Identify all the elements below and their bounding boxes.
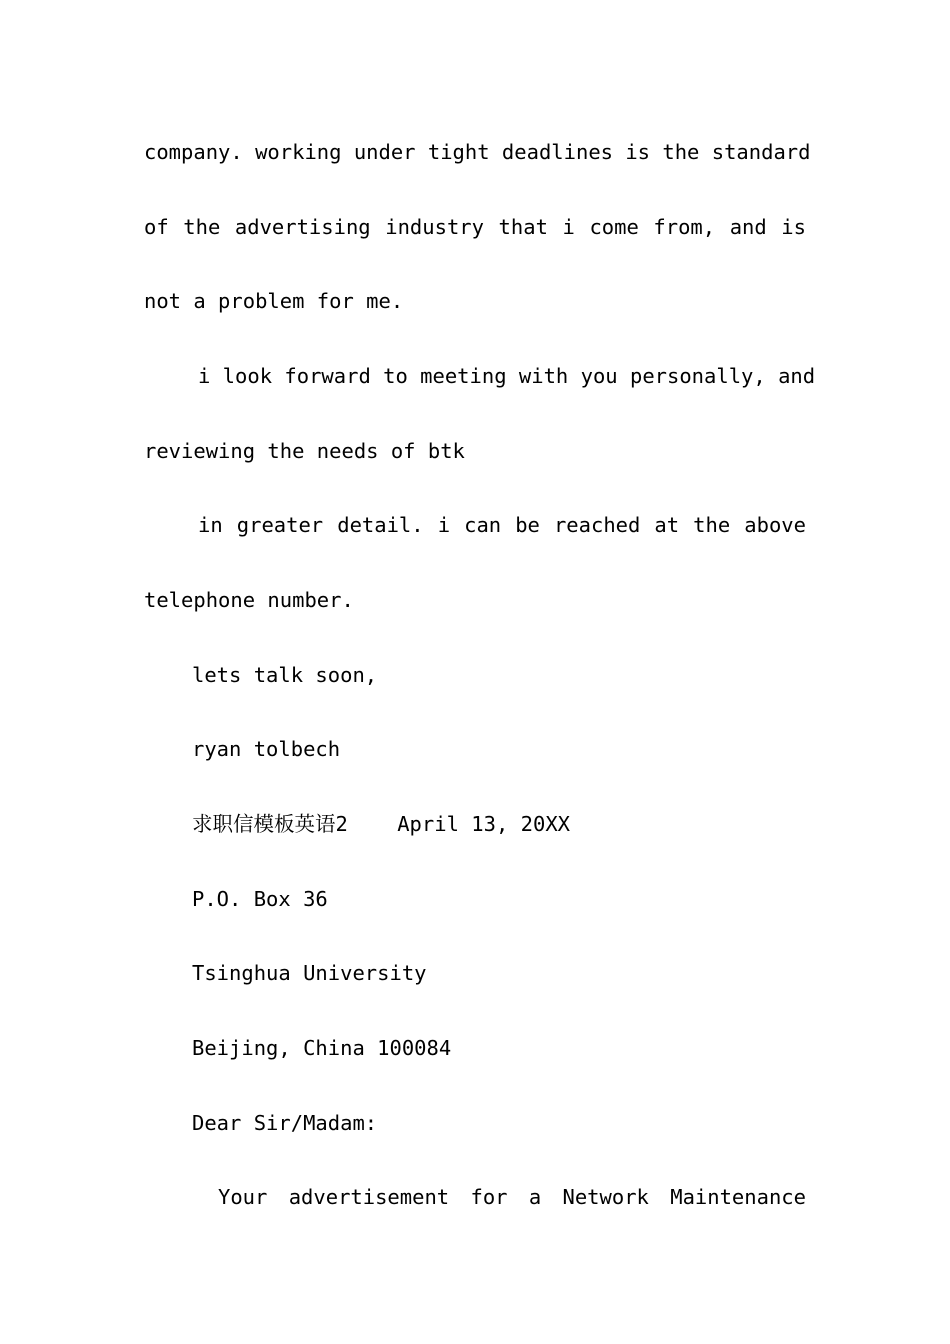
paragraph-line: reviewing the needs of btk (144, 439, 465, 463)
signature-name: ryan tolbech (192, 737, 341, 761)
paragraph-line: Your advertisement for a Network Maintenance (218, 1185, 806, 1209)
paragraph-line: i look forward to meeting with you personally, and (198, 364, 816, 388)
paragraph-line: of the advertising industry that i come from, and is (144, 215, 806, 239)
paragraph-line: not a problem for me. (144, 289, 404, 313)
salutation: Dear Sir/Madam: (192, 1111, 378, 1135)
address-line: Beijing, China 100084 (192, 1036, 452, 1060)
address-line: Tsinghua University (192, 961, 427, 985)
paragraph-line: in greater detail. i can be reached at the above (198, 513, 806, 537)
paragraph-line: telephone number. (144, 588, 354, 612)
closing-line: lets talk soon, (192, 663, 378, 687)
paragraph-line: company. working under tight deadlines is the standard (144, 140, 811, 164)
section-heading-date: 求职信模板英语2 April 13, 20XX (192, 812, 570, 836)
address-line: P.O. Box 36 (192, 887, 328, 911)
